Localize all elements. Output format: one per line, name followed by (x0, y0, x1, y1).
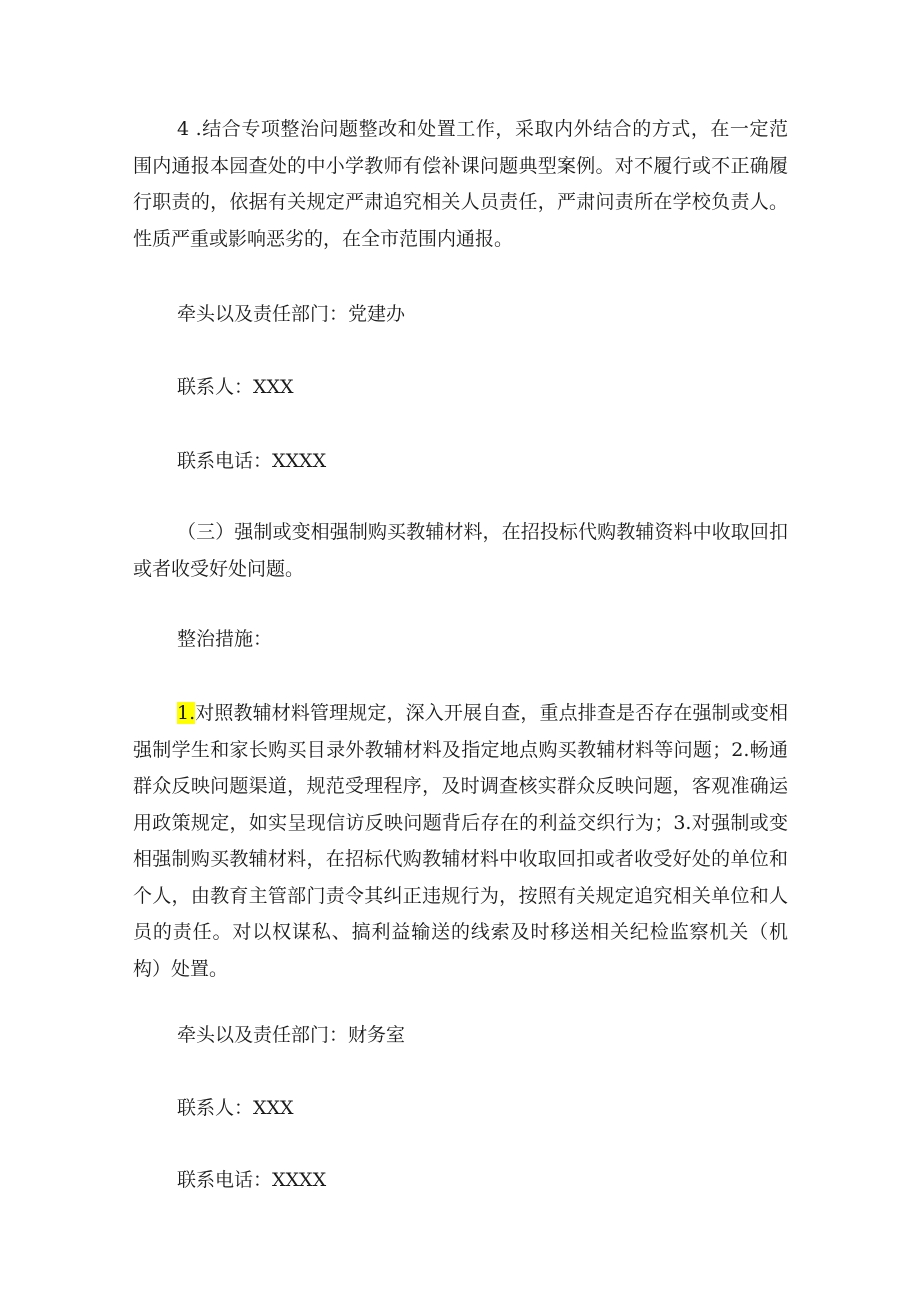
paragraph-measures (133, 695, 788, 987)
contact-phone-2: 联系电话：XXXX (177, 1169, 327, 1191)
document-page (133, 0, 788, 1301)
paragraph-item-4: 4 .结合专项整治问题整改和处置工作，采取内外结合的方式，在一定范围内通报本园查处的中小学教师有偿补课问题典型案例。对不履行或不正确履行职责的，依据有关规定严肃追究相关人员责任，严肃问责所在学校负责人。性质严重或影响恶劣的，在全市范围内通报。 (133, 118, 788, 250)
section-heading-3: （三）强制或变相强制购买教辅材料，在招投标代购教辅资料中收取回扣或者收受好处问题。 (133, 521, 788, 580)
lead-department-1: 牵头以及责任部门：党建办 (177, 303, 406, 325)
contact-phone-1: 联系电话：XXXX (177, 450, 327, 472)
contact-person-2: 联系人：XXX (177, 1097, 294, 1119)
measures-heading: 整治措施： (177, 628, 273, 650)
lead-department-2: 牵头以及责任部门：财务室 (177, 1024, 406, 1046)
contact-person-1: 联系人：XXX (177, 376, 294, 398)
measures-body: 对照教辅材料管理规定，深入开展自查，重点排查是否存在强制或变相强制学生和家长购买目录外教辅材料及指定地点购买教辅材料等问题；2.畅通群众反映问题渠道，规范受理程序，及时调查核实群众反映问题，客观准确运用政策规定，如实呈现信访反映问题背后存在的利益交织行为；3.对强制或变相强制购买教辅材料，在招标代购教辅材料中收取回扣或者收受好处的单位和个人，由教育主管部门责令其纠正违规行为，按照有关规定追究相关单位和人员的责任。对以权谋私、搞利益输送的线索及时移送相关纪检监察机关（机构）处置。 (133, 702, 788, 980)
highlighted-item-number: 1. (177, 702, 196, 724)
